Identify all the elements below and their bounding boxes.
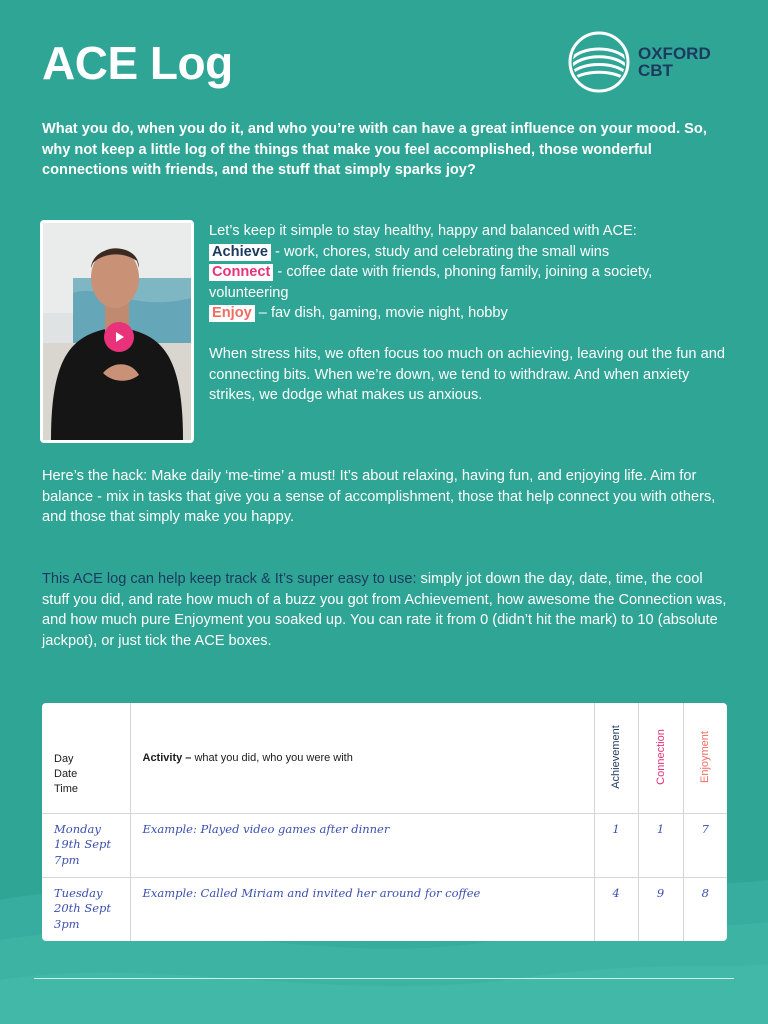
column-header-activity: Activity – what you did, who you were with (130, 703, 594, 813)
achieve-desc: - work, chores, study and celebrating the small wins (270, 243, 610, 260)
table-header-row (42, 703, 727, 813)
ace-lead: Let’s keep it simple to stay healthy, happy and balanced with ACE: (209, 223, 637, 239)
cell-activity[interactable]: Example: Played video games after dinner (130, 813, 594, 877)
ace-enjoy-line (209, 303, 725, 324)
ace-log-table (42, 703, 727, 941)
howto-paragraph (42, 569, 732, 651)
cell-enjoyment[interactable]: 8 (683, 877, 727, 941)
column-header-day: Day Date Time (42, 703, 130, 813)
cell-activity[interactable]: Example: Called Miriam and invited her around for coffee (130, 877, 594, 941)
cell-achievement[interactable]: 1 (594, 813, 638, 877)
cell-achievement[interactable]: 4 (594, 877, 638, 941)
howto-rest: simply jot down the day, date, time, the cool stuff you did, and rate how much of a buzz you got from Achievement, how awesome the Connection was, and how much pure Enjoyment you soaked up. You can rate it from 0 (didn’t hit the mark) to 10 (absolute jackpot), or just tick the ACE boxes. (42, 571, 727, 649)
table-row (42, 877, 727, 941)
cell-day-date-time[interactable]: Tuesday 20th Sept 3pm (42, 877, 130, 941)
logo-text-cbt: CBT (638, 61, 673, 80)
cell-connection[interactable]: 1 (638, 813, 683, 877)
video-thumbnail[interactable] (40, 220, 194, 443)
table-row (42, 813, 727, 877)
howto-lead: This ACE log can help keep track & It’s super easy to use: (42, 571, 417, 587)
enjoy-tag: Enjoy (209, 305, 255, 322)
cell-enjoyment[interactable]: 7 (683, 813, 727, 877)
connect-desc: - coffee date with friends, phoning family, joining a society, volunteering (209, 264, 653, 301)
play-button[interactable] (104, 322, 134, 352)
ace-connect-line (209, 262, 725, 303)
logo-text-oxford: OXFORD (638, 44, 711, 63)
page-title: ACE Log (42, 37, 233, 89)
connect-tag: Connect (209, 264, 273, 281)
play-icon (113, 331, 125, 343)
achieve-tag: Achieve (209, 244, 271, 261)
ace-achieve-line (209, 242, 725, 263)
column-header-connection: Connection (638, 703, 683, 813)
cell-connection[interactable]: 9 (638, 877, 683, 941)
oxford-cbt-logo (568, 32, 730, 92)
footer-divider (34, 978, 734, 979)
hack-paragraph: Here’s the hack: Make daily ‘me-time’ a must! It’s about relaxing, having fun, and enjoying life. Aim for balance - mix in tasks that give you a sense of accomplishment, those that help connect you with others, and those that simply make you happy. (42, 468, 716, 526)
intro-paragraph: What you do, when you do it, and who you’re with can have a great influence on your mood. So, why not keep a little log of the things that make you feel accomplished, those wonderful connections with friends, and the stuff that simply sparks joy? (42, 121, 707, 178)
column-header-achievement: Achievement (594, 703, 638, 813)
ace-explanation (209, 221, 725, 406)
stress-paragraph: When stress hits, we often focus too much on achieving, leaving out the fun and connecting bits. When we’re down, we tend to withdraw. And when anxiety strikes, we dodge what makes us anxious. (209, 345, 725, 404)
enjoy-desc: – fav dish, gaming, movie night, hobby (254, 305, 508, 322)
logo-mark-icon (568, 31, 630, 93)
column-header-enjoyment: Enjoyment (683, 703, 727, 813)
cell-day-date-time[interactable]: Monday 19th Sept 7pm (42, 813, 130, 877)
